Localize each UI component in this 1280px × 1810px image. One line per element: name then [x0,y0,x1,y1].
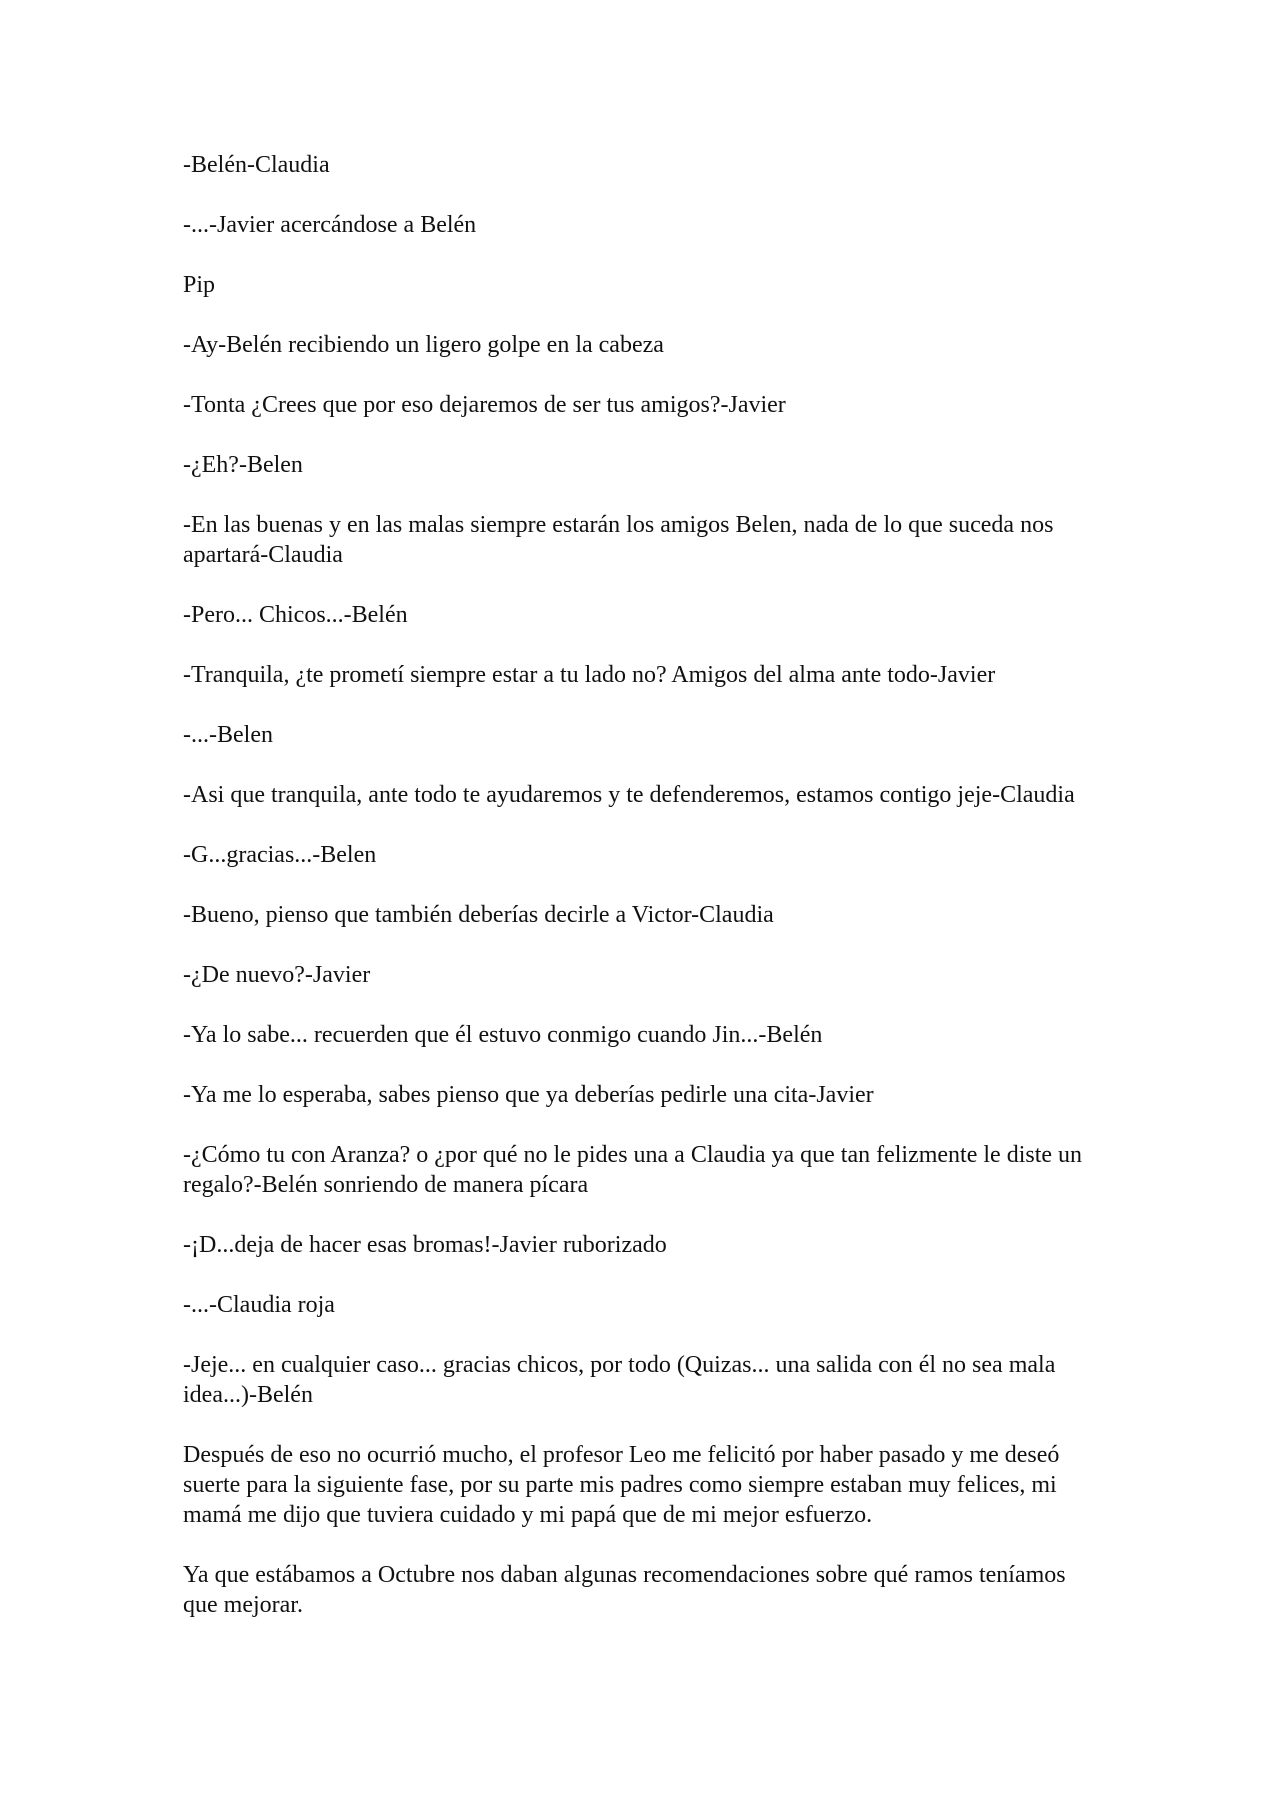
dialogue-line: -En las buenas y en las malas siempre estarán los amigos Belen, nada de lo que suceda nos apartará-Claudia [183,512,1054,568]
dialogue-line: -...-Javier acercándose a Belén [183,212,477,238]
dialogue-line: -Bueno, pienso que también deberías decirle a Victor-Claudia [183,902,774,928]
dialogue-line: -Ay-Belén recibiendo un ligero golpe en la cabeza [183,332,664,358]
dialogue-line: -Jeje... en cualquier caso... gracias chicos, por todo (Quizas... una salida con él no sea mala idea...)-Belén [183,1352,1056,1408]
dialogue-line: -Asi que tranquila, ante todo te ayudaremos y te defenderemos, estamos contigo jeje-Claudia [183,782,1075,808]
dialogue-line: -...-Claudia roja [183,1292,335,1318]
document-body [183,150,1098,1620]
dialogue-line: -Ya me lo esperaba, sabes pienso que ya deberías pedirle una cita-Javier [183,1082,874,1108]
dialogue-line: -¿Cómo tu con Aranza? o ¿por qué no le pides una a Claudia ya que tan felizmente le diste un regalo?-Belén sonriendo de manera pícara [183,1142,1083,1198]
sound-effect-line: Pip [183,272,216,298]
narrative-paragraph: Ya que estábamos a Octubre nos daban algunas recomendaciones sobre qué ramos teníamos que mejorar. [183,1562,1066,1618]
dialogue-line: -Tonta ¿Crees que por eso dejaremos de ser tus amigos?-Javier [183,392,786,418]
dialogue-line: -¿De nuevo?-Javier [183,962,371,988]
dialogue-line: -Ya lo sabe... recuerden que él estuvo conmigo cuando Jin...-Belén [183,1022,823,1048]
dialogue-line: -Pero... Chicos...-Belén [183,602,408,628]
dialogue-line: -Belén-Claudia [183,152,330,178]
dialogue-line: -¿Eh?-Belen [183,452,303,478]
dialogue-line: -Tranquila, ¿te prometí siempre estar a tu lado no? Amigos del alma ante todo-Javier [183,662,996,688]
dialogue-line: -G...gracias...-Belen [183,842,377,868]
dialogue-line: -¡D...deja de hacer esas bromas!-Javier ruborizado [183,1232,667,1258]
narrative-paragraph: Después de eso no ocurrió mucho, el profesor Leo me felicitó por haber pasado y me deseó suerte para la siguiente fase, por su parte mis padres como siempre estaban muy felices, mi mamá me dijo que tuviera cuidado y mi papá que de mi mejor esfuerzo. [183,1442,1060,1528]
dialogue-line: -...-Belen [183,722,273,748]
